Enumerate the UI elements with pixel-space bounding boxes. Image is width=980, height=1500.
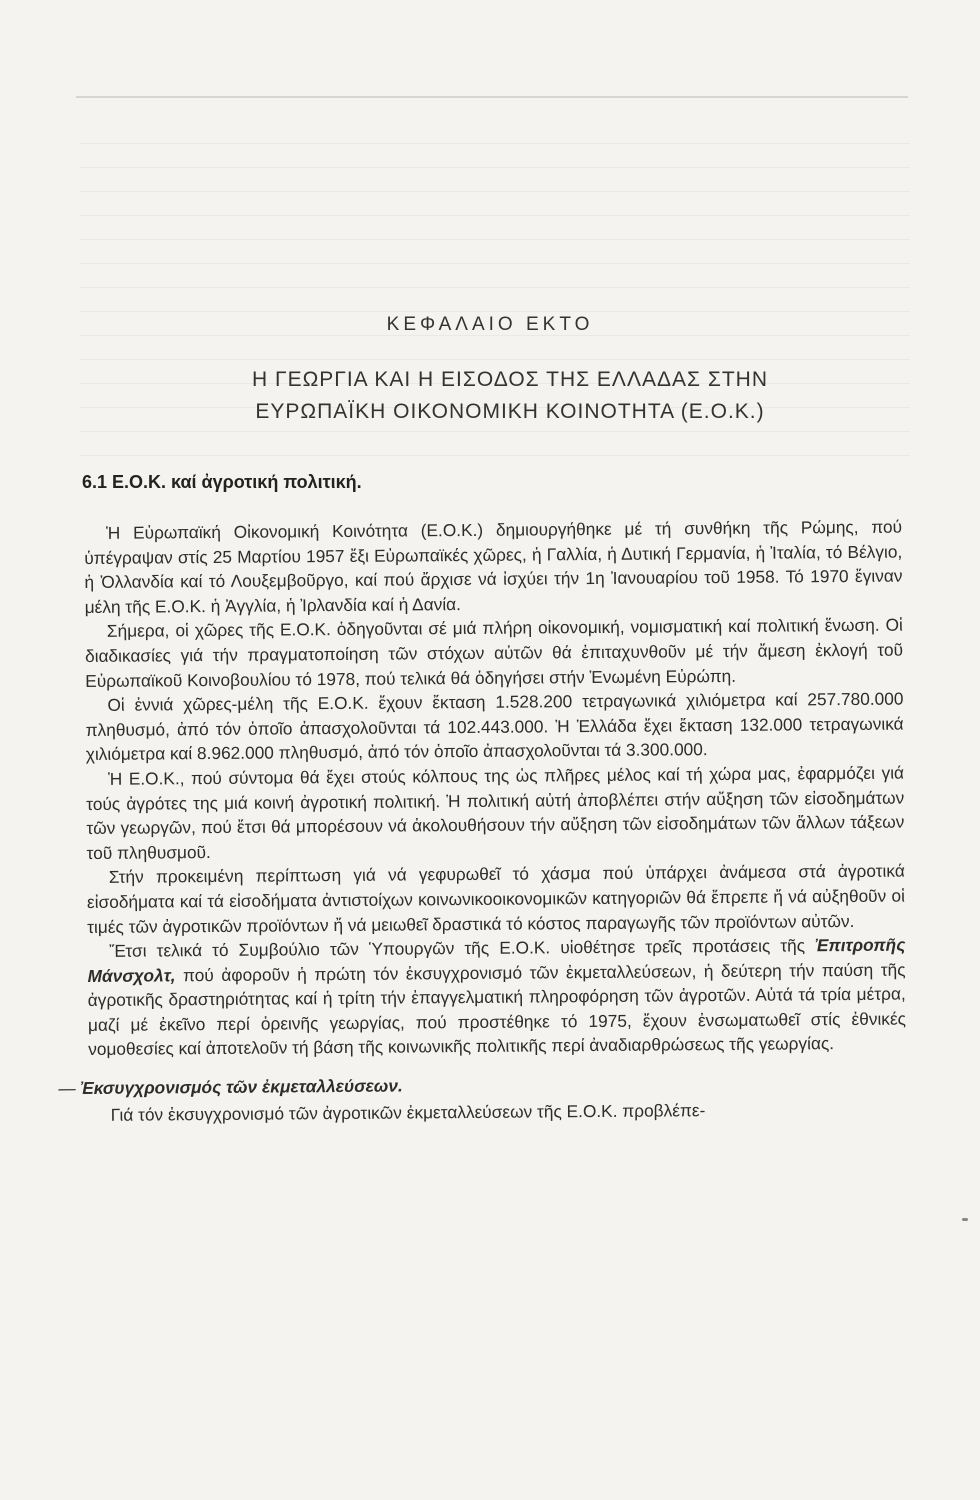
subheading-modernisation: — Ἐκσυγχρονισμός τῶν ἐκμεταλλεύσεων. <box>58 1070 906 1101</box>
margin-ink-mark <box>962 1218 968 1221</box>
paragraph-5: Στήν προκειμένη περίπτωση γιά νά γεφυρωθεῖ τό χάσμα πού ὑπάρχει ἀνάμεσα στά ἀγροτικά εἰσοδήματα καί τά εἰσοδήματα ἀντιστοίχων κοινωνικοοικονομικῶν κατηγοριῶν θά ἔπρεπε ἤ νά αὐξηθοῦν οἱ τιμές τῶν ἀγροτικῶν προϊόντων ἤ νά μειωθεῖ δραστικά τό κόστος παραγωγῆς τῶν προϊόντων αὐτῶν. <box>86 860 906 937</box>
paragraph-6-text-before: Ἔτσι τελικά τό Συμβούλιο τῶν Ὑπουργῶν τῆς Ε.Ο.Κ. υἱοθέτησε τρεῖς προτάσεις τῆς <box>109 935 806 961</box>
paragraph-6-text-after: πού ἀφοροῦν ἡ πρώτη τόν ἐκσυγχρονισμό τῶν ἐκμεταλλεύσεων, ἡ δεύτερη τήν παύση τῆς ἀγροτικῆς δραστηριότητας καί ἡ τρίτη τήν ἐπαγγελματική πληροφόρηση τῶν ἀγροτῶν. Αὐτά τά τρία μέτρα, μαζί μέ ἐκεῖνο περί ὀρεινῆς γεωργίας, πού προστέθηκε τό 1975, ἔχουν ἐνσωματωθεῖ στίς ἐθνικές νομοθεσίες καί ἀποτελοῦν τή βάση τῆς κοινωνικῆς πολιτικῆς περί ἀναδιαρθρώσεως τῆς γεωργίας. <box>87 959 907 1060</box>
paragraph-1: Ἡ Εὐρωπαϊκή Οἰκονομική Κοινότητα (Ε.Ο.Κ.) δημιουργήθηκε μέ τή συνθήκη τῆς Ρώμης, πού ὑπέγραψαν στίς 25 Μαρτίου 1957 ἔξι Εὐρωπαϊκές χῶρες, ἡ Γαλλία, ἡ Δυτική Γερμανία, ἡ Ἰταλία, τό Βέλγιο, ἡ Ὀλλανδία καί τό Λουξεμβοῦργο, καί πού ἄρχισε νά ἰσχύει τήν 1η Ἰανουαρίου τοῦ 1958. Τό 1970 ἔγιναν μέλη τῆς Ε.Ο.Κ. ἡ Ἀγγλία, ἡ Ἰρλανδία καί ἡ Δανία. <box>84 516 903 617</box>
paragraph-3: Οἱ ἐννιά χῶρες-μέλη τῆς Ε.Ο.Κ. ἔχουν ἔκταση 1.528.200 τετραγωνικά χιλιόμετρα καί 257.780.000 πληθυσμό, ἀπό τόν ὁποῖο ἀπασχολοῦνται τά 102.443.000. Ἡ Ἑλλάδα ἔχει ἔκταση 132.000 τετραγωνικά χιλιόμετρα καί 8.962.000 πληθυσμό, ἀπό τόν ὁποῖο ἀπασχολοῦνται τά 3.300.000. <box>85 688 904 765</box>
paragraph-4: Ἡ Ε.Ο.Κ., πού σύντομα θά ἔχει στούς κόλπους της ὡς πλῆρες μέλος καί τή χώρα μας, ἐφαρμόζει γιά τούς ἀγρότες της μιά κοινή ἀγροτική πολιτική. Ἡ πολιτική αὐτή ἀποβλέπει στήν αὔξηση τῶν εἰσοδημάτων τῶν γεωργῶν, πού ἔτσι θά μπορέσουν νά ἀκολουθήσουν τήν αὔξηση τῶν εἰσοδημάτων τῶν ἄλλων τάξεων τοῦ πληθυσμοῦ. <box>86 762 905 863</box>
chapter-label: ΚΕΦΑΛΑΙΟ ΕΚΤΟ <box>386 314 594 335</box>
section-heading: 6.1 Ε.Ο.Κ. καί ἀγροτική πολιτική. <box>82 472 362 492</box>
bleed-through-header <box>76 70 908 98</box>
mansholt-committee-emphasis: Ἐπιτροπῆς Μάνσχολτ, <box>87 934 906 986</box>
paragraph-6 <box>87 933 906 1062</box>
paragraph-2: Σήμερα, οἱ χῶρες τῆς Ε.Ο.Κ. ὁδηγοῦνται σέ μιά πλήρη οἰκονομική, νομισματική καί πολιτική ἕνωση. Οἱ διαδικασίες γιά τήν πραγματοποίηση τῶν στόχων αὐτῶν θά ἐπιταχυνθοῦν μέ τήν ἄμεση ἐκλογή τοῦ Εὐρωπαϊκοῦ Κοινοβουλίου τό 1978, πού τελικά θά ὁδηγήσει στήν Ἑνωμένη Εὐρώπη. <box>84 614 904 691</box>
paragraph-7: Γιά τόν ἐκσυγχρονισμό τῶν ἀγροτικῶν ἐκμεταλλεύσεων τῆς Ε.Ο.Κ. προβλέπε- <box>110 1099 706 1125</box>
chapter-title-line-2: ΕΥΡΩΠΑΪΚΗ ΟΙΚΟΝΟΜΙΚΗ ΚΟΙΝΟΤΗΤΑ (Ε.Ο.Κ.) <box>255 400 765 423</box>
chapter-title <box>160 364 860 428</box>
chapter-title-line-1: Η ΓΕΩΡΓΙΑ ΚΑΙ Η ΕΙΣΟΔΟΣ ΤΗΣ ΕΛΛΑΔΑΣ ΣΤΗΝ <box>252 368 768 391</box>
body-text <box>80 515 907 1128</box>
